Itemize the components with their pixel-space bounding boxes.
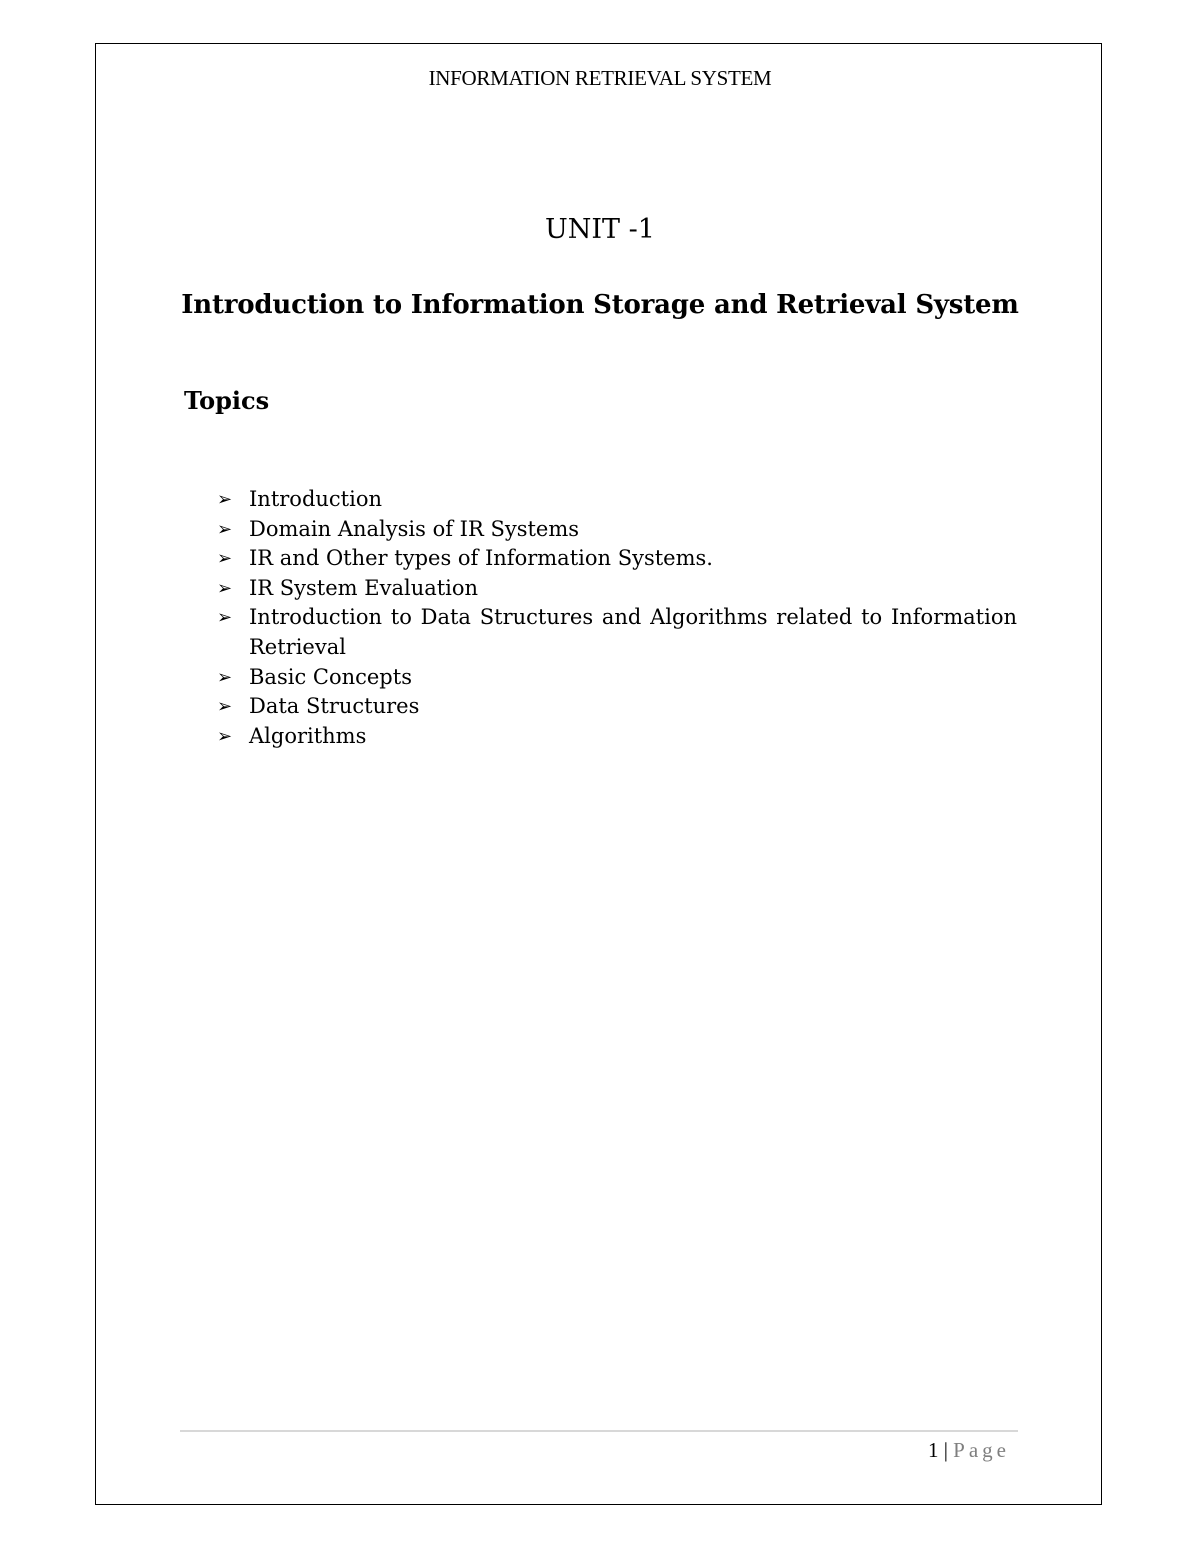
footer-rule (180, 1430, 1018, 1432)
list-item (217, 574, 1017, 604)
arrow-bullet-icon: ➢ (217, 518, 233, 540)
page-label: Page (953, 1438, 1010, 1462)
list-item (217, 692, 1017, 722)
page-footer (928, 1437, 1010, 1463)
list-item-text: Introduction (249, 487, 382, 511)
arrow-bullet-icon: ➢ (217, 607, 233, 629)
running-header: INFORMATION RETRIEVAL SYSTEM (428, 66, 772, 90)
document-title: Introduction to Information Storage and Retrieval System (181, 290, 1019, 320)
list-item (217, 485, 1017, 515)
list-item-text: IR and Other types of Information Systems. (249, 546, 713, 571)
arrow-bullet-icon: ➢ (217, 489, 233, 510)
arrow-bullet-icon: ➢ (217, 577, 233, 599)
list-item (217, 663, 1017, 693)
arrow-bullet-icon: ➢ (217, 548, 233, 570)
list-item-text: Introduction to Data Structures and Algorithms related to Information Retrieval (249, 605, 1017, 659)
arrow-bullet-icon: ➢ (217, 725, 233, 747)
list-item-text: Algorithms (249, 723, 367, 748)
list-item-text: Basic Concepts (249, 664, 412, 689)
page-separator: | (943, 1438, 948, 1462)
list-item (217, 544, 1017, 574)
arrow-bullet-icon: ➢ (217, 666, 233, 688)
page-number: 1 (927, 1438, 939, 1462)
arrow-bullet-icon: ➢ (217, 696, 233, 718)
page-border (95, 43, 1102, 1505)
list-item-text: IR System Evaluation (249, 575, 479, 600)
unit-title: UNIT -1 (545, 214, 655, 245)
list-item-text: Domain Analysis of IR Systems (249, 516, 580, 541)
topics-heading: Topics (184, 386, 270, 415)
topics-list (217, 485, 1017, 751)
list-item-text: Data Structures (249, 694, 420, 719)
list-item (217, 722, 1017, 752)
list-item (217, 603, 1017, 662)
list-item (217, 515, 1017, 545)
